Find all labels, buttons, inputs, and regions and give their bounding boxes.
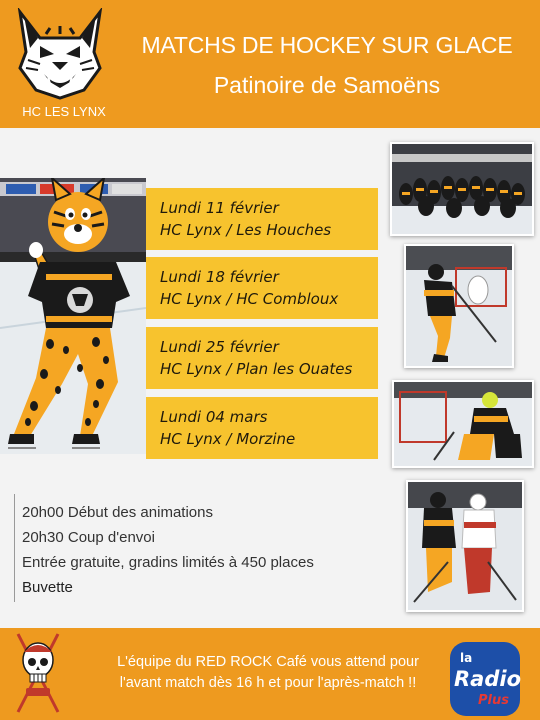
radio-logo-la: la <box>460 651 473 665</box>
radio-logo-radio: Radio <box>454 667 521 691</box>
mascot-photo <box>0 178 146 454</box>
footer-message <box>92 652 444 694</box>
match-card-3 <box>146 327 378 389</box>
player-skating-photo <box>404 244 514 368</box>
players-battle-photo <box>406 480 524 612</box>
schedule-kickoff: 20h30 Coup d'envoi <box>22 529 155 546</box>
radio-logo-plus: Plus <box>478 693 509 708</box>
page-subtitle: Patinoire de Samoëns <box>213 72 441 98</box>
info-divider <box>14 494 15 602</box>
schedule-animations: 20h00 Début des animations <box>22 504 213 521</box>
match-card-1 <box>146 188 378 250</box>
lynx-logo-icon <box>10 8 110 100</box>
buvette-label: Buvette <box>22 579 73 596</box>
match-teams: HC Lynx / Morzine <box>160 430 296 448</box>
match-card-2 <box>146 257 378 319</box>
match-date: Lundi 04 mars <box>160 408 268 426</box>
match-teams: HC Lynx / Les Houches <box>160 221 332 239</box>
footer-line-1: L'équipe du RED ROCK Café vous attend pour <box>117 654 419 670</box>
match-date: Lundi 11 février <box>160 199 279 217</box>
entry-info: Entrée gratuite, gradins limités à 450 places <box>22 554 314 571</box>
match-date: Lundi 25 février <box>160 338 279 356</box>
goalie-photo <box>392 380 534 468</box>
red-rock-skull-logo-icon <box>14 630 62 716</box>
page-title: MATCHS DE HOCKEY SUR GLACE <box>141 32 513 58</box>
footer-line-2: l'avant match dès 16 h et pour l'après-match !! <box>119 675 417 691</box>
team-photo <box>390 142 534 236</box>
club-name: HC LES LYNX <box>22 104 106 119</box>
radio-plus-logo-icon <box>448 640 522 718</box>
match-card-4 <box>146 397 378 459</box>
match-date: Lundi 18 février <box>160 268 279 286</box>
match-teams: HC Lynx / HC Combloux <box>160 290 339 308</box>
match-teams: HC Lynx / Plan les Ouates <box>160 360 353 378</box>
